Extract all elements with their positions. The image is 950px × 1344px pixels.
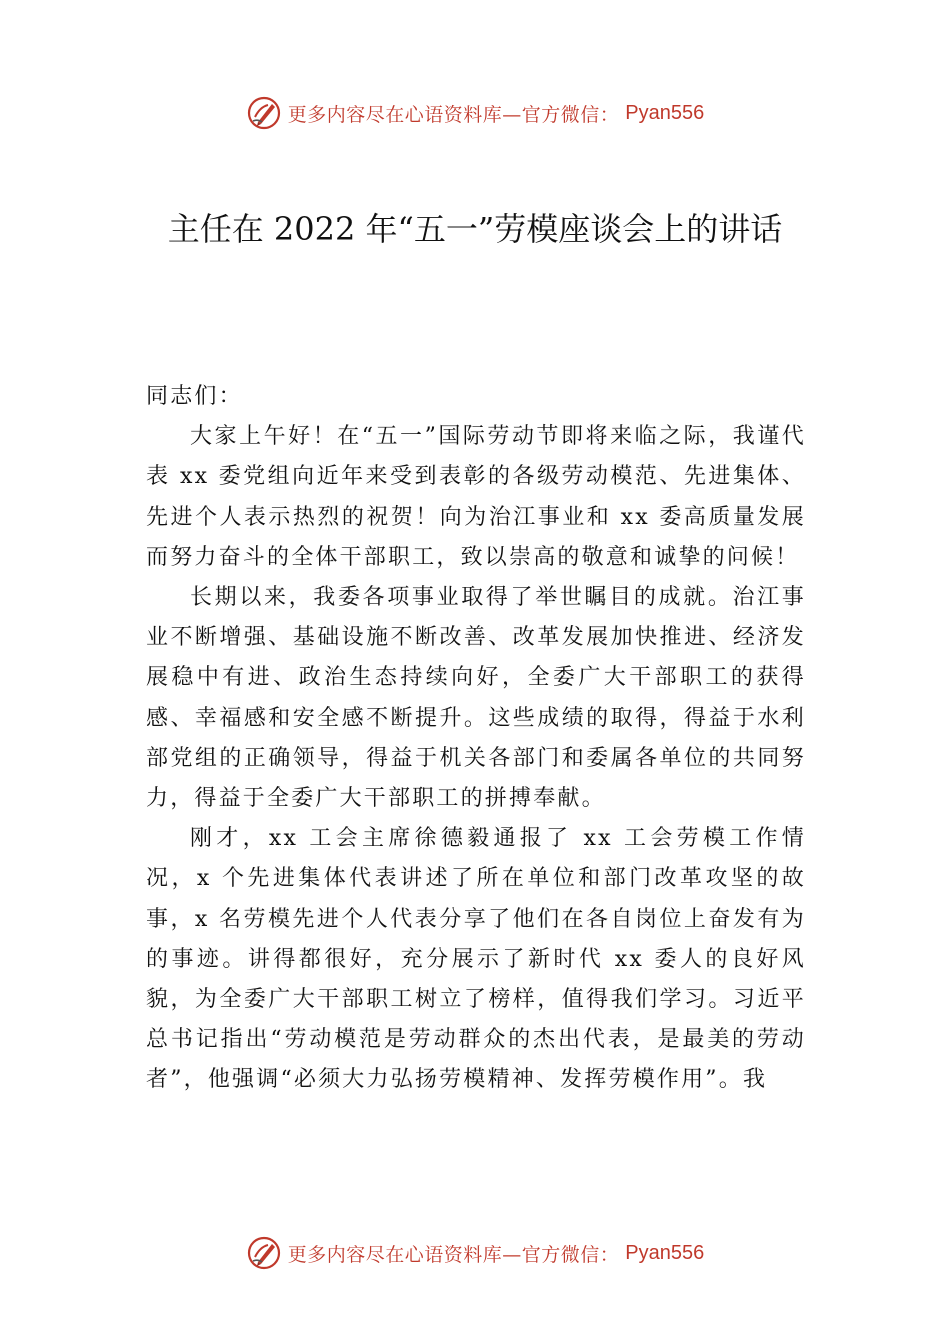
footer-banner [0,1233,950,1273]
document-title: 主任在 2022 年“五一”劳模座谈会上的讲话 [167,210,783,248]
pen-logo-icon [246,95,282,131]
salutation: 同志们： [146,384,243,409]
wechat-id: Pyan556 [625,101,705,124]
pen-logo-icon [246,1235,282,1271]
banner-text: 更多内容尽在心语资料库—官方微信： [287,103,620,126]
banner-text: 更多内容尽在心语资料库—官方微信： [287,1243,620,1266]
body-paragraph: 大家上午好！在“五一”国际劳动节即将来临之际，我谨代表 xx 委党组向近年来受到表彰的各级劳动模范、先进集体、先进个人表示热烈的祝贺！向为治江事业和 xx 委高质量发展而努力奋斗的全体干部职工，致以崇高的敬意和诚挚的问候！ [146,424,806,570]
body-paragraph: 刚才，xx 工会主席徐德毅通报了 xx 工会劳模工作情况，x 个先进集体代表讲述了所在单位和部门改革攻坚的故事，x 名劳模先进个人代表分享了他们在各自岗位上奋发有为的事迹。讲得都很好，充分展示了新时代 xx 委人的良好风貌，为全委广大干部职工树立了榜样，值得我们学习。习近平总书记指出“劳动模范是劳动群众的杰出代表，是最美的劳动者”，他强调“必须大力弘扬劳模精神、发挥劳模作用”。我 [146,826,806,1093]
document-body [146,377,806,1101]
wechat-id: Pyan556 [625,1241,705,1264]
body-paragraph: 长期以来，我委各项事业取得了举世瞩目的成就。治江事业不断增强、基础设施不断改善、改革发展加快推进、经济发展稳中有进、政治生态持续向好，全委广大干部职工的获得感、幸福感和安全感不断提升。这些成绩的取得，得益于水利部党组的正确领导，得益于机关各部门和委属各单位的共同努力，得益于全委广大干部职工的拼搏奉献。 [146,585,806,812]
header-banner [0,93,950,133]
